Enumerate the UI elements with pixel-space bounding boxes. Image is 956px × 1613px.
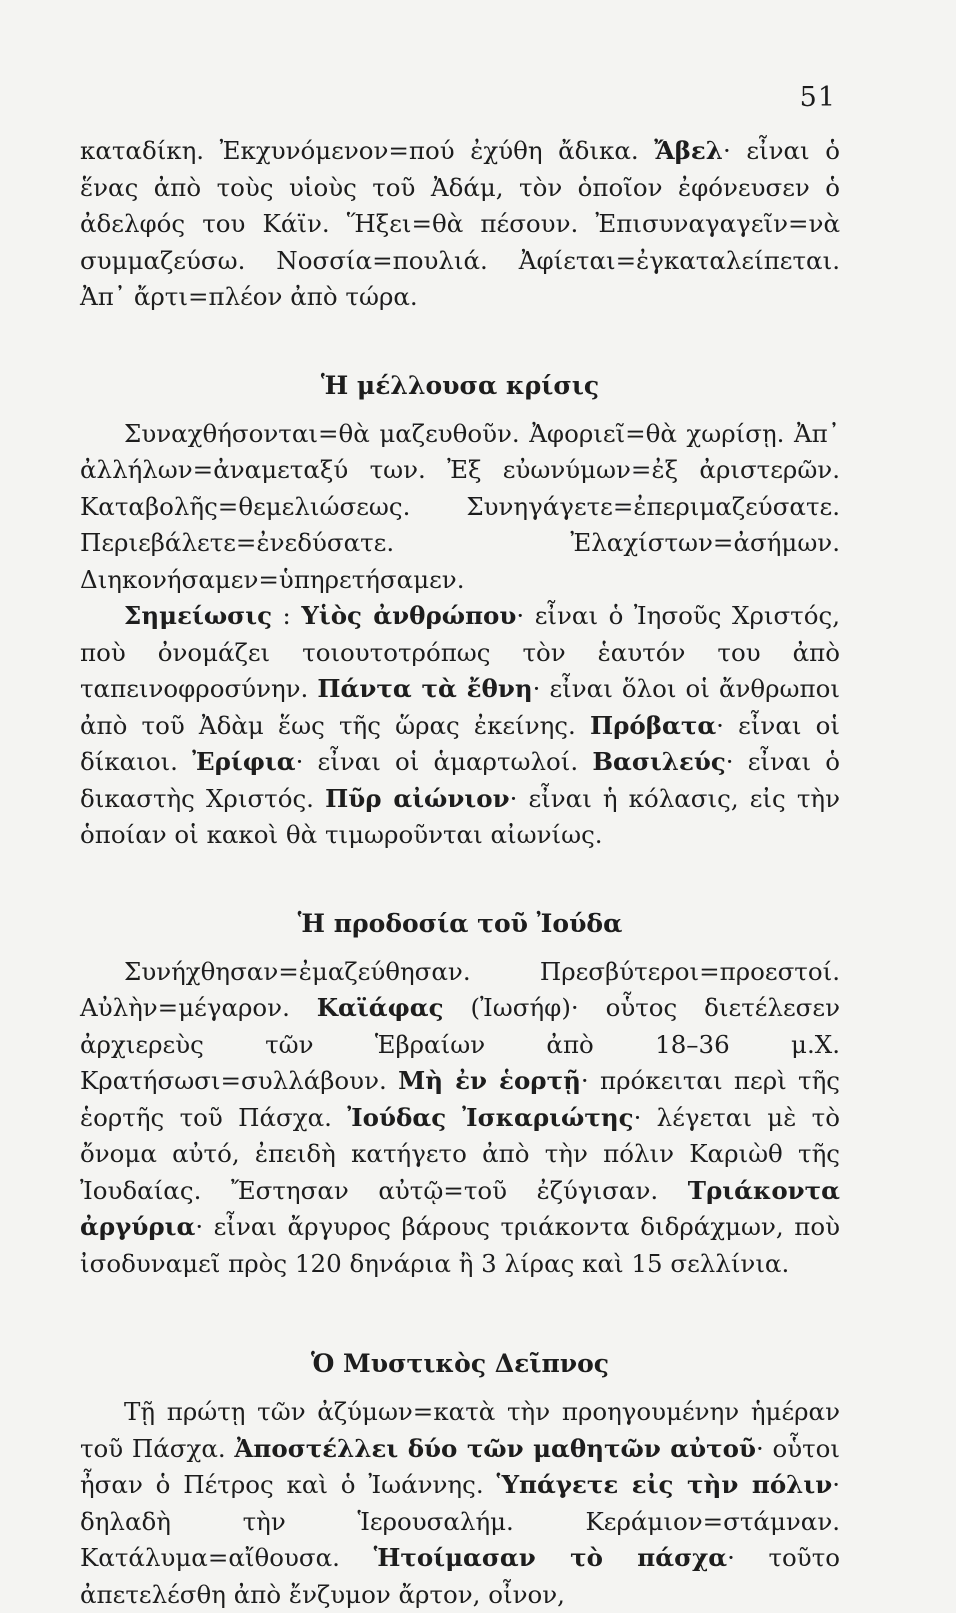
bold-term: Ἐρίφια — [192, 747, 296, 776]
bold-term: Πάντα τὰ ἔθνη — [317, 674, 533, 703]
text-run: Τῇ πρώτῃ τῶν ἀζύμων=κατὰ τὴν προηγουμένην ἡμέραν τοῦ Πάσχα. — [80, 1397, 840, 1463]
text-run: · εἶναι οἱ δίκαιοι. — [80, 710, 840, 776]
bold-term: Ἡτοίμασαν τὸ πάσχα — [373, 1543, 728, 1572]
paragraph — [80, 1394, 840, 1613]
text-run: · εἶναι ὁ δικαστὴς Χριστός. — [80, 747, 840, 813]
text-run: · τοῦτο ἀπετελέσθη ἀπὸ ἔνζυμον ἄρτον, οἶνον, — [80, 1543, 840, 1609]
text-run: · λέγεται μὲ τὸ ὄνομα αὐτό, ἐπειδὴ κατήγετο ἀπὸ τὴν πόλιν Καριὼθ τῆς Ἰουδαίας. Ἔστησαν αὐτῷ=τοῦ ἐζύγισαν. — [80, 1102, 840, 1205]
page-number: 51 — [799, 82, 836, 113]
bold-term: Υἱὸς ἀνθρώπου — [301, 601, 517, 630]
bold-term: Πῦρ αἰώνιον — [325, 783, 510, 813]
text-run: Συνήχθησαν=ἐμαζεύθησαν. Πρεσβύτεροι=προεστοί. Αὐλὴν=μέγαρον. — [80, 956, 840, 1022]
page-content — [80, 133, 840, 1613]
text-run: καταδίκη. Ἐκχυνόμενον=πού ἐχύθη ἄδικα. — [80, 136, 655, 165]
text-run: Συναχθήσονται=θὰ μαζευθοῦν. Ἀφοριεῖ=θὰ χωρίσῃ. Ἀπ᾿ ἀλλήλων=ἀναμεταξύ των. Ἐξ εὐωνύμων=ἐξ ἀριστερῶν. Καταβολῆς=θεμελιώσεως. Συνηγάγετε=ἐπεριμαζεύσατε. Περιεβάλετε=ἐνεδύσατε. Ἐλαχίστων=ἀσήμων. Διηκονήσαμεν=ὑπηρετήσαμεν. — [80, 418, 840, 594]
bold-term: Ὑπάγετε εἰς τὴν πόλιν — [496, 1470, 833, 1499]
paragraph — [80, 954, 840, 1283]
text-run: · εἶναι ὁ ἕνας ἀπὸ τοὺς υἱοὺς τοῦ Ἀδάμ, τὸν ὁποῖον ἐφόνευσεν ὁ ἀδελφός του Κάϊν. Ἥξει=θὰ πέσουν. Ἐπισυναγαγεῖν=νὰ συμμαζεύσω. Νοσσία=πουλιά. Ἀφίεται=ἐγκαταλείπεται. Ἀπ᾿ ἄρτι=πλέον ἀπὸ τώρα. — [80, 136, 840, 311]
text-run: · εἶναι οἱ ἁμαρτωλοί. — [295, 747, 593, 776]
text-run: · πρόκειται περὶ τῆς ἑορτῆς τοῦ Πάσχα. — [80, 1066, 840, 1132]
text-run: · εἶναι ἄργυρος βάρους τριάκοντα διδράχμων, ποὺ ἰσοδυναμεῖ πρὸς 120 δηνάρια ἢ 3 λίρας καὶ 15 σελλίνια. — [80, 1212, 840, 1278]
bold-term: Μὴ ἐν ἑορτῇ — [398, 1066, 581, 1095]
bold-term: Ἰούδας Ἰσκαριώτης — [347, 1102, 634, 1132]
bold-term: Πρόβατα — [589, 710, 717, 740]
paragraph — [80, 416, 840, 599]
text-run: · εἶναι ὁ Ἰησοῦς Χριστός, ποὺ ὀνομάζει τοιουτοτρόπως τὸν ἑαυτόν του ἀπὸ ταπεινοφροσύνην. — [80, 601, 840, 703]
text-run: · εἶναι ὅλοι οἱ ἄνθρωποι ἀπὸ τοῦ Ἀδὰμ ἕως τῆς ὥρας ἐκείνης. — [80, 674, 840, 740]
section-heading: Ἡ μέλλουσα κρίσις — [320, 370, 600, 400]
paragraph — [80, 133, 840, 316]
text-run: (Ἰωσήφ)· οὗτος διετέλεσεν ἀρχιερεὺς τῶν Ἑβραίων ἀπὸ 18–36 μ.Χ. Κρατήσωσι=συλλάβουν. — [80, 993, 840, 1095]
text-run: · δηλαδὴ τὴν Ἱερουσαλήμ. Κεράμιον=στάμναν. Κατάλυμα=αἴθουσα. — [80, 1470, 840, 1572]
bold-term: Καϊάφας — [316, 993, 444, 1022]
bold-term: Ἄβελ — [654, 136, 723, 165]
text-run: : — [271, 601, 302, 630]
section-heading: Ἡ προδοσία τοῦ Ἰούδα — [297, 908, 623, 938]
text-run: · εἶναι ἡ κόλασις, εἰς τὴν ὁποίαν οἱ κακοὶ θὰ τιμωροῦνται αἰωνίως. — [80, 783, 840, 849]
section-heading: Ὁ Μυστικὸς Δεῖπνος — [310, 1349, 609, 1378]
bold-term: Τριάκοντα ἀργύρια — [80, 1175, 840, 1241]
text-run: · οὗτοι ἦσαν ὁ Πέτρος καὶ ὁ Ἰωάννης. — [80, 1433, 840, 1499]
bold-term: Ἀποστέλλει δύο τῶν μαθητῶν αὐτοῦ — [234, 1433, 756, 1463]
paragraph — [80, 598, 840, 854]
bold-term: Βασιλεύς — [592, 747, 726, 776]
bold-term: Σημείωσις — [124, 601, 272, 630]
